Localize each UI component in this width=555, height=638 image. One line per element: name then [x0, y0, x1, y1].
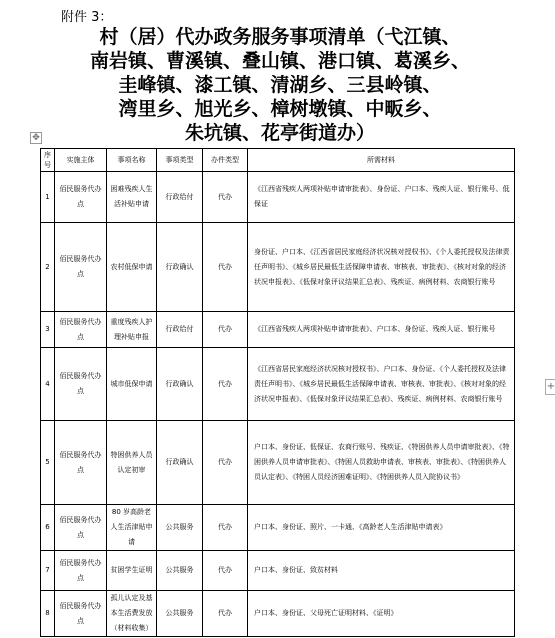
cell-type: 行政给付: [157, 172, 203, 223]
header-name: 事项名称: [107, 149, 157, 172]
cell-org: 佰民服务代办点: [55, 505, 107, 551]
table-row: [41, 421, 515, 505]
table-move-handle-icon[interactable]: ✥: [30, 132, 42, 144]
cell-type: 行政确认: [157, 421, 203, 505]
cell-no: 4: [41, 348, 55, 421]
cell-org: 佰民服务代办点: [55, 348, 107, 421]
cell-name: 农村低保申请: [107, 223, 157, 312]
cell-name: 80 岁高龄老人生活津贴申请: [107, 505, 157, 551]
table-row: [41, 223, 515, 312]
title-line: 南岩镇、曹溪镇、叠山镇、港口镇、葛溪乡、: [89, 50, 470, 72]
cell-org: 佰民服务代办点: [55, 551, 107, 591]
cell-materials: 户口本、身份证、父母死亡证明材料、《证明》: [248, 591, 515, 637]
cell-name: 重度残疾人护理补贴申报: [107, 312, 157, 348]
cell-type: 行政给付: [157, 312, 203, 348]
cell-name: 城市低保申请: [107, 348, 157, 421]
cell-name: 特困供养人员认定初审: [107, 421, 157, 505]
title-line: 圭峰镇、漆工镇、清湖乡、三县岭镇、: [118, 74, 442, 96]
table-row: [41, 591, 515, 637]
cell-mode: 代办: [203, 348, 248, 421]
cell-mode: 代办: [203, 591, 248, 637]
cell-mode: 代办: [203, 505, 248, 551]
cell-no: 2: [41, 223, 55, 312]
cell-mode: 代办: [203, 312, 248, 348]
cell-materials: 《江西省居民家庭经济状况核对授权书》、户口本、身份证、《个人委托授权及法律责任声明书》、《城乡居民最低生活保障申请表、审核表、审批表》、《核对对象的经济状况申报表》、《低保对象评议结果汇总表》、残疾证、病例材料、农商银行账号: [248, 348, 515, 421]
table-header-row: [41, 149, 515, 172]
cell-materials: 《江西省残疾人两项补贴申请审批表》、身份证、户口本、残疾人证、银行账号、低保证: [248, 172, 515, 223]
cell-org: 佰民服务代办点: [55, 591, 107, 637]
cell-no: 7: [41, 551, 55, 591]
header-mode: 办件类型: [203, 149, 248, 172]
cell-name: 孤儿认定及基本生活费发放（材料收集）: [107, 591, 157, 637]
cell-type: 行政确认: [157, 348, 203, 421]
cell-materials: 户口本、身份证、致贫材料: [248, 551, 515, 591]
cell-no: 8: [41, 591, 55, 637]
table-row: [41, 312, 515, 348]
service-items-table: [40, 148, 515, 637]
cell-materials: 《江西省残疾人两项补贴申请审批表》、户口本、身份证、残疾人证、银行账号: [248, 312, 515, 348]
cell-no: 1: [41, 172, 55, 223]
table-row: [41, 172, 515, 223]
title-line: 湾里乡、旭光乡、樟树墩镇、中畈乡、: [118, 98, 442, 120]
cell-materials: 身份证、户口本、《江西省居民家庭经济状况核对授权书》、《个人委托授权及法律责任声明书》、《城乡居民最低生活保障申请表、审核表、审批表》、《核对对象的经济状况申报表》、《低保对象评议结果汇总表》、残疾证、病例材料、农商银行账号: [248, 223, 515, 312]
table-row: [41, 505, 515, 551]
cell-mode: 代办: [203, 551, 248, 591]
cell-type: 公共服务: [157, 505, 203, 551]
cell-no: 5: [41, 421, 55, 505]
cell-mode: 代办: [203, 421, 248, 505]
cell-type: 公共服务: [157, 591, 203, 637]
header-materials: 所需材料: [248, 149, 515, 172]
cell-name: 困难残疾人生活补贴申请: [107, 172, 157, 223]
table-row: [41, 348, 515, 421]
table-row: [41, 551, 515, 591]
cell-org: 佰民服务代办点: [55, 223, 107, 312]
attachment-label: 附件 3：: [61, 10, 113, 25]
cell-materials: 户口本、身份证、低保证、农商行账号、残疾证、《特困供养人员申请审批表》、《特困供养人员申请审批表》、《特困人员救助申请表、审核表、审批表》、《特困供养人员认定表》、《特困人员经济困难证明》、《特困供养人员入院协议书》: [248, 421, 515, 505]
add-column-icon[interactable]: +: [545, 379, 555, 395]
header-org: 实施主体: [55, 149, 107, 172]
cell-type: 公共服务: [157, 551, 203, 591]
header-no: 序号: [41, 149, 55, 172]
cell-mode: 代办: [203, 172, 248, 223]
title-line: 朱坑镇、花亭街道办）: [184, 122, 375, 144]
cell-org: 佰民服务代办点: [55, 172, 107, 223]
cell-no: 3: [41, 312, 55, 348]
cell-org: 佰民服务代办点: [55, 421, 107, 505]
header-type: 事项类型: [157, 149, 203, 172]
cell-name: 贫困学生证明: [107, 551, 157, 591]
title-line: 村（居）代办政务服务事项清单（弋江镇、: [99, 26, 461, 48]
cell-type: 行政确认: [157, 223, 203, 312]
cell-mode: 代办: [203, 223, 248, 312]
document-title: [40, 25, 520, 145]
cell-materials: 户口本、身份证、照片、一卡通、《高龄老人生活津贴申请表》: [248, 505, 515, 551]
cell-no: 6: [41, 505, 55, 551]
cell-org: 佰民服务代办点: [55, 312, 107, 348]
